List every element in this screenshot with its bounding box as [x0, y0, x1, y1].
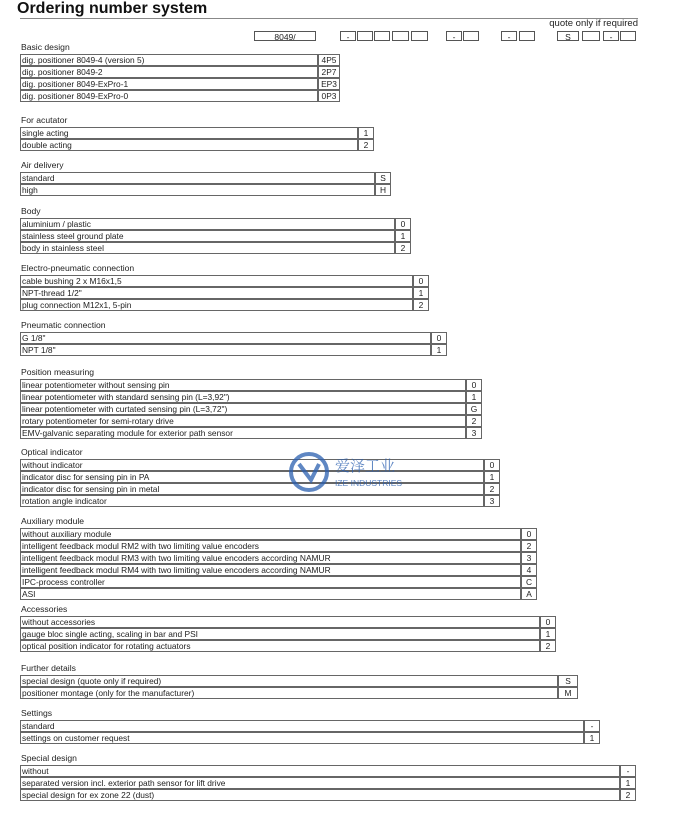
- option-code: EP3: [318, 78, 340, 90]
- order-code-cell: [392, 31, 409, 41]
- order-code-cell: [357, 31, 373, 41]
- option-code: 1: [358, 127, 374, 139]
- option-row: special design for ex zone 22 (dust): [20, 789, 620, 801]
- option-code: 3: [466, 427, 482, 439]
- order-code-cell: [582, 31, 600, 41]
- option-code: 1: [620, 777, 636, 789]
- option-code: 0: [395, 218, 411, 230]
- option-code: 4P5: [318, 54, 340, 66]
- option-row: settings on customer request: [20, 732, 584, 744]
- option-code: H: [375, 184, 391, 196]
- option-row: linear potentiometer with standard sensing pin (L=3,92"): [20, 391, 466, 403]
- option-row: intelligent feedback modul RM3 with two limiting value encoders according NAMUR: [20, 552, 521, 564]
- option-row: dig. positioner 8049-ExPro-0: [20, 90, 318, 102]
- option-row: gauge bloc single acting, scaling in bar and PSI: [20, 628, 540, 640]
- page-title: Ordering number system: [17, 0, 208, 17]
- option-code: 0: [521, 528, 537, 540]
- order-code-cell: 8049/: [254, 31, 316, 41]
- option-code: 1: [584, 732, 600, 744]
- option-row: ASI: [20, 588, 521, 600]
- option-row: dig. positioner 8049-ExPro-1: [20, 78, 318, 90]
- group-header: Body: [21, 206, 41, 216]
- option-row: IPC-process controller: [20, 576, 521, 588]
- option-row: without indicator: [20, 459, 484, 471]
- option-code: 1: [484, 471, 500, 483]
- option-row: high: [20, 184, 375, 196]
- order-code-cell: -: [501, 31, 517, 41]
- option-row: body in stainless steel: [20, 242, 395, 254]
- group-header: Position measuring: [21, 367, 95, 377]
- option-row: positioner montage (only for the manufacturer): [20, 687, 558, 699]
- option-code: 3: [484, 495, 500, 507]
- option-code: 0: [484, 459, 500, 471]
- option-code: C: [521, 576, 537, 588]
- option-row: standard: [20, 720, 584, 732]
- watermark-cn: 爱泽工业: [335, 457, 396, 475]
- option-code: 2: [466, 415, 482, 427]
- option-row: double acting: [20, 139, 358, 151]
- group-header: Basic design: [21, 42, 70, 52]
- group-header: Further details: [21, 663, 76, 673]
- option-row: intelligent feedback modul RM4 with two limiting value encoders according NAMUR: [20, 564, 521, 576]
- option-code: 2: [358, 139, 374, 151]
- option-code: 2: [395, 242, 411, 254]
- order-code-cell: S: [557, 31, 579, 41]
- option-code: 2P7: [318, 66, 340, 78]
- option-code: 2: [620, 789, 636, 801]
- watermark-en: IZE INDUSTRIES: [335, 478, 403, 488]
- option-row: stainless steel ground plate: [20, 230, 395, 242]
- option-code: 0: [466, 379, 482, 391]
- option-code: 2: [484, 483, 500, 495]
- option-row: dig. positioner 8049-4 (version 5): [20, 54, 318, 66]
- option-row: optical position indicator for rotating actuators: [20, 640, 540, 652]
- option-code: 1: [431, 344, 447, 356]
- option-row: single acting: [20, 127, 358, 139]
- group-header: Accessories: [21, 604, 68, 614]
- option-row: linear potentiometer with curtated sensing pin (L=3,72"): [20, 403, 466, 415]
- option-code: 1: [540, 628, 556, 640]
- option-code: 2: [521, 540, 537, 552]
- option-code: 1: [413, 287, 429, 299]
- option-row: EMV-galvanic separating module for exterior path sensor: [20, 427, 466, 439]
- option-code: -: [584, 720, 600, 732]
- option-row: cable bushing 2 x M16x1,5: [20, 275, 413, 287]
- order-code-cell: [374, 31, 390, 41]
- option-row: plug connection M12x1, 5-pin: [20, 299, 413, 311]
- ize-watermark-logo: [289, 450, 439, 494]
- option-code: 2: [540, 640, 556, 652]
- option-row: standard: [20, 172, 375, 184]
- order-code-row: [20, 30, 638, 41]
- option-row: G 1/8": [20, 332, 431, 344]
- option-row: dig. positioner 8049-2: [20, 66, 318, 78]
- option-code: 1: [466, 391, 482, 403]
- option-row: without accessories: [20, 616, 540, 628]
- group-header: Air delivery: [21, 160, 64, 170]
- option-row: rotary potentiometer for semi-rotary drive: [20, 415, 466, 427]
- group-header: Special design: [21, 753, 77, 763]
- option-row: indicator disc for sensing pin in metal: [20, 483, 484, 495]
- option-code: A: [521, 588, 537, 600]
- quote-note: quote only if required: [549, 18, 638, 29]
- option-code: S: [375, 172, 391, 184]
- option-row: NPT-thread 1/2": [20, 287, 413, 299]
- order-code-cell: -: [446, 31, 462, 41]
- order-code-cell: -: [340, 31, 356, 41]
- option-row: without: [20, 765, 620, 777]
- option-row: rotation angle indicator: [20, 495, 484, 507]
- group-header: Optical indicator: [21, 447, 83, 457]
- option-code: 0P3: [318, 90, 340, 102]
- option-row: NPT 1/8": [20, 344, 431, 356]
- option-code: -: [620, 765, 636, 777]
- group-header: Electro-pneumatic connection: [21, 263, 135, 273]
- option-row: intelligent feedback modul RM2 with two limiting value encoders: [20, 540, 521, 552]
- order-code-cell: [519, 31, 535, 41]
- group-header: Pneumatic connection: [21, 320, 106, 330]
- option-row: separated version incl. exterior path sensor for lift drive: [20, 777, 620, 789]
- option-code: 0: [413, 275, 429, 287]
- option-row: without auxiliary module: [20, 528, 521, 540]
- ize-logo-icon: [291, 454, 327, 490]
- option-code: 4: [521, 564, 537, 576]
- option-row: aluminium / plastic: [20, 218, 395, 230]
- option-row: indicator disc for sensing pin in PA: [20, 471, 484, 483]
- order-code-cell: [620, 31, 636, 41]
- option-code: S: [558, 675, 578, 687]
- option-code: 0: [431, 332, 447, 344]
- option-code: 2: [413, 299, 429, 311]
- option-code: 1: [395, 230, 411, 242]
- option-code: M: [558, 687, 578, 699]
- order-code-cell: -: [603, 31, 619, 41]
- order-code-cell: [463, 31, 479, 41]
- order-code-cell: [411, 31, 428, 41]
- option-row: special design (quote only if required): [20, 675, 558, 687]
- option-row: linear potentiometer without sensing pin: [20, 379, 466, 391]
- group-header: Settings: [21, 708, 53, 718]
- option-code: G: [466, 403, 482, 415]
- group-header: Auxiliary module: [21, 516, 85, 526]
- option-code: 3: [521, 552, 537, 564]
- option-code: 0: [540, 616, 556, 628]
- group-header: For acutator: [21, 115, 68, 125]
